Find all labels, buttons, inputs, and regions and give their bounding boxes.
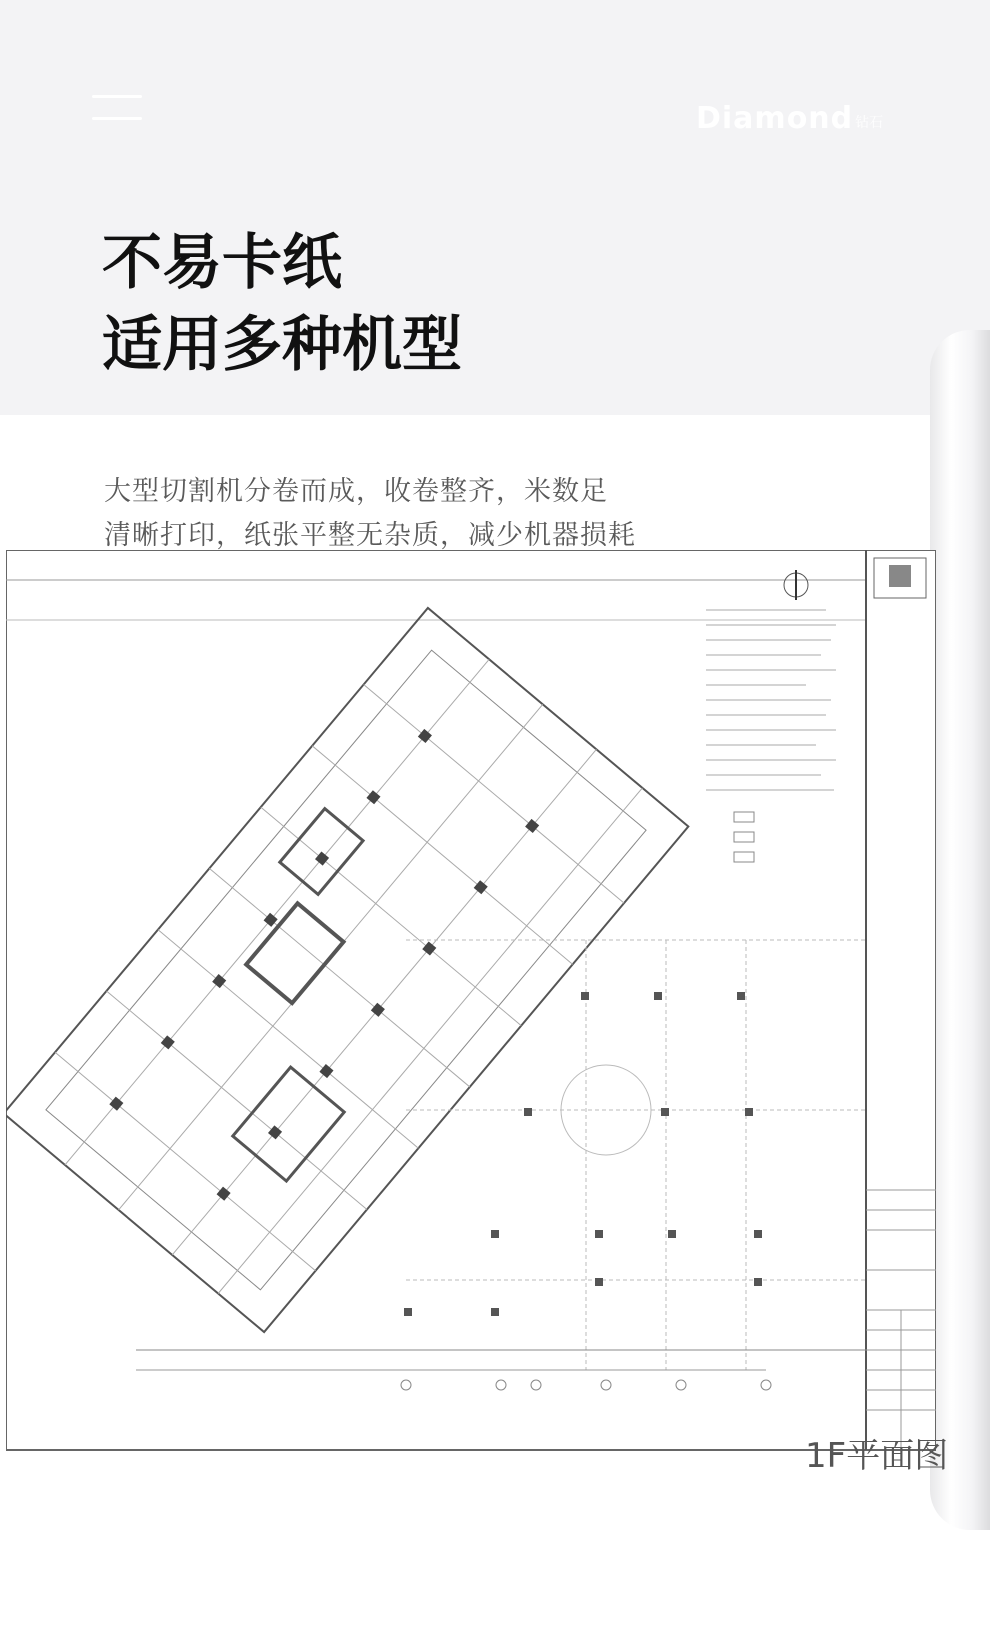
- subtitle-line-1: 大型切割机分卷而成，收卷整齐，米数足: [104, 476, 608, 507]
- blueprint-sheet: [6, 550, 936, 1480]
- subtitle-line-2: 清晰打印，纸张平整无杂质，减少机器损耗: [104, 520, 636, 551]
- headline-line-1: 不易卡纸: [102, 228, 342, 298]
- blueprint-drawing: [6, 550, 936, 1480]
- headline-line-2: 适用多种机型: [102, 310, 462, 380]
- brand-word: Diamond: [696, 101, 854, 136]
- paper-roll: [930, 330, 990, 1530]
- headline: [102, 222, 462, 386]
- brand-cn: 钻石: [855, 115, 884, 131]
- subtitle: [104, 470, 636, 558]
- hamburger-menu-icon[interactable]: [92, 95, 142, 123]
- brand-logo[interactable]: [696, 94, 883, 134]
- plan-label: 1F平面图: [805, 1436, 949, 1476]
